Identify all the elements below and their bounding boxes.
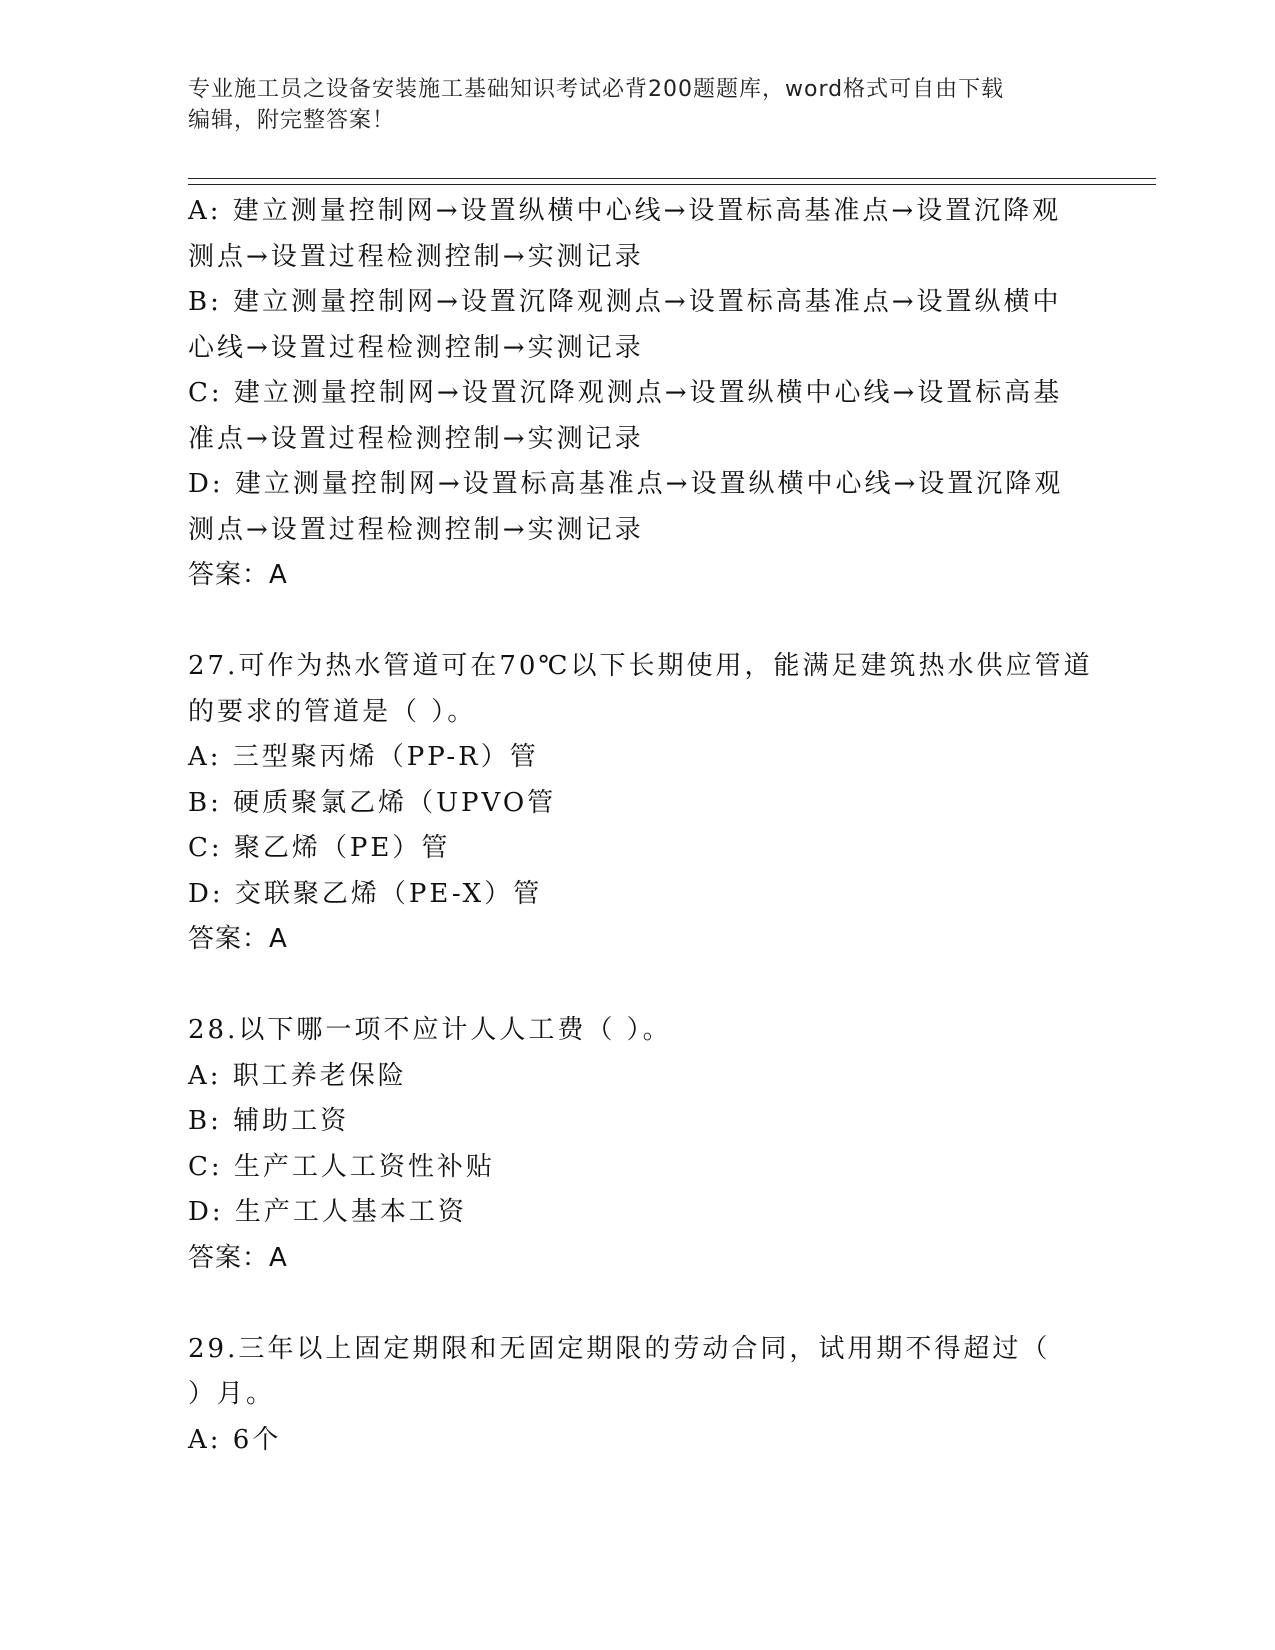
q28-option-d: D: 生产工人基本工资: [188, 1197, 467, 1227]
q26-option-c-line-1: C: 建立测量控制网→设置沉降观测点→设置纵横中心线→设置标高基: [188, 378, 1063, 408]
q28-answer: 答案：A: [188, 1242, 288, 1273]
q29-question-line-2: ）月。: [188, 1379, 276, 1409]
q27-answer: 答案：A: [188, 924, 288, 954]
q26-option-b-line-2: 心线→设置过程检测控制→实测记录: [188, 332, 644, 363]
spacer: [188, 599, 1088, 645]
q28-option-a: A: 职工养老保险: [188, 1060, 407, 1091]
q28-option-b: B: 辅助工资: [188, 1106, 350, 1136]
header-rule-top: [188, 178, 1156, 179]
q26-option-b-line-1: B: 建立测量控制网→设置沉降观测点→设置标高基准点→设置纵横中: [188, 287, 1062, 317]
q27-option-d: D: 交联聚乙烯（PE-X）管: [188, 878, 543, 909]
spacer: [188, 963, 1088, 1009]
q26-option-d-line-2: 测点→设置过程检测控制→实测记录: [188, 514, 644, 545]
question-28: [188, 1008, 1088, 1281]
question-29: [188, 1327, 1088, 1464]
q27-question-line-1: 27.可作为热水管道可在70℃以下长期使用，能满足建筑热水供应管道: [188, 651, 1093, 681]
q27-question-line-2: 的要求的管道是（ ）。: [188, 696, 477, 727]
q27-option-a: A: 三型聚丙烯（PP-R）管: [188, 742, 539, 772]
q29-option-a: A: 6个: [188, 1424, 282, 1455]
q26-option-a-line-2: 测点→设置过程检测控制→实测记录: [188, 241, 644, 272]
question-26: [188, 189, 1088, 599]
header-title-line-2: 编辑，附完整答案！: [188, 108, 396, 133]
q28-option-c: C: 生产工人工资性补贴: [188, 1151, 495, 1182]
q26-option-d-line-1: D: 建立测量控制网→设置标高基准点→设置纵横中心线→设置沉降观: [188, 469, 1064, 499]
spacer: [188, 1281, 1088, 1327]
header-title-line-1: 专业施工员之设备安装施工基础知识考试必背200题题库，word格式可自由下载: [188, 77, 1005, 102]
q28-question-line-1: 28.以下哪一项不应计人人工费（ ）。: [188, 1015, 672, 1045]
q29-question-line-1: 29.三年以上固定期限和无固定期限的劳动合同，试用期不得超过（: [188, 1333, 1051, 1364]
q26-option-a-line-1: A: 建立测量控制网→设置纵横中心线→设置标高基准点→设置沉降观: [188, 196, 1062, 226]
document-body: [188, 189, 1093, 1463]
q26-option-c-line-2: 准点→设置过程检测控制→实测记录: [188, 423, 644, 454]
q27-option-c: C: 聚乙烯（PE）管: [188, 833, 451, 863]
document-header: [188, 74, 1068, 136]
q26-answer: 答案：A: [188, 560, 288, 590]
header-rule-bottom: [188, 184, 1156, 185]
q27-option-b: B: 硬质聚氯乙烯（UPVO管: [188, 787, 557, 818]
question-27: [188, 644, 1093, 963]
